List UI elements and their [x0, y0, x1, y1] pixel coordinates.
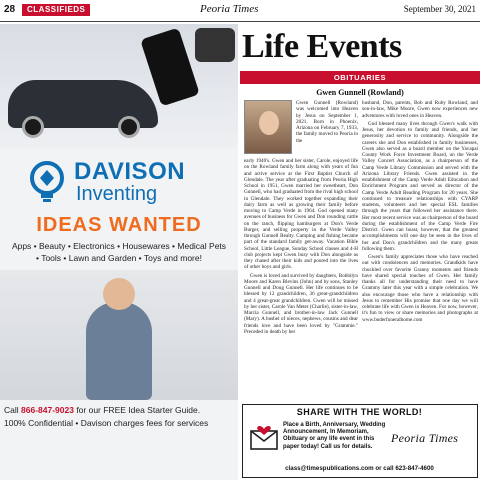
davison-advertisement[interactable]	[0, 24, 238, 480]
page-number: 28	[4, 4, 16, 15]
publication-name: Peoria Times	[200, 3, 259, 15]
obituary-portrait	[244, 100, 292, 154]
inventor-figure	[86, 302, 152, 400]
car-wheel-rear	[118, 116, 140, 138]
brand-name: DAVISON	[74, 158, 186, 185]
ad-categories: Apps • Beauty • Electronics • Housewares • Medical Pets • Tools • Lawn and Garden • Toys and more!	[11, 241, 227, 263]
share-contact-info[interactable]: class@timespublications.com or call 623-847-4600	[285, 465, 434, 472]
cta-disclaimer: 100% Confidential • Davison charges fees for services	[4, 418, 209, 428]
obituary-title: Gwen Gunnell (Rowland)	[316, 88, 404, 97]
inventor-head	[103, 278, 135, 310]
ad-headline: IDEAS WANTED	[36, 214, 202, 236]
share-announcement-box[interactable]	[242, 404, 478, 478]
section-masthead: Life Events	[242, 28, 402, 65]
obituary-paragraph: Gwen's family appreciates those who have reached out with condolences and memories. Grandkids have chuckled over favorite Granny moments and friends have shared special touches of Gwen. Her family thanks all for understanding their need to have Grammy later this year with a simple celebration. We also encourage those who have a relationship with Jesus to remember His promise that one day we will celebrate life with Gwen in Heaven. For now, however, it's fun to view or share memories and photographs at www.buderfuneralhome.com	[362, 254, 478, 323]
obituary-paragraph: Gwen is loved and survived by daughters, Bobbilyn Moore and Karen Blevins (John) and by sons, Stanley Gunnell and Doug Gunnell. Her life continues to be blessed by 12 grandchildren, 36 great-grandchildren and 4 great-great grandchildren. Gwen will be missed by her sister, Carole Van Meter (Charlie), sister-in-law, Marcia Gunnell, and brother-in-law Jack Gunnell (Mary). A bushel of nieces, nephews, cousins and dear friends love and have been loved by "Grammie." Preceded in death by her	[244, 272, 358, 335]
davison-logo	[24, 158, 214, 208]
issue-date: September 30, 2021	[403, 4, 476, 14]
obituary-paragraph: Gwen Gunnell (Rowland) was welcomed into Heaven by Jesus on September 1, 2021. Born in Phoenix, Arizona on February 7, 1933, the family moved to Peoria in the	[296, 100, 358, 144]
share-publication-logo: Peoria Times	[391, 431, 459, 445]
envelope-heart-icon	[249, 421, 279, 455]
obituary-column-1-top	[296, 100, 358, 158]
page-header	[0, 0, 480, 22]
obituary-paragraph: God blessed many lives through Gwen's walk with Jesus, her devotion to family and friends, and her generosity and service to community. Alongside the careers she and Don established in family businesses, Gwen also served as a board member on the Yavapai County Work Force Investment Board, on the Verde Valley Concert Association, as a chairperson of the Camp Verde Library Commission and served with the Arizona Library Friends. Gwen assisted in the establishment of the Camp Verde Adult Education and Enrichment Program and served as director of the Camp Verde Adult Reading Program for 20 years. She continued to treasure relationships with CYARP students, volunteers and her special ESL families through the years that followed her assistance there. Her most recent service was as chairperson of the board during the establishment of the Camp Verde Fire District. Gwen can boast, however, that the greatest accomplishments will one day be seen in the lives of her and Don's grandchildren and the many greats following them.	[362, 120, 478, 252]
camera-image	[195, 28, 235, 62]
cta-suffix: for our FREE Idea Starter Guide.	[73, 405, 201, 415]
cta-prefix: Call	[4, 405, 22, 415]
life-events-section	[240, 24, 480, 480]
obituaries-band: OBITUARIES	[240, 71, 480, 84]
share-heading: SHARE WITH THE WORLD!	[296, 407, 423, 417]
brand-tagline: Inventing	[76, 183, 158, 205]
ad-call-to-action	[4, 404, 236, 430]
section-label: CLASSIFIEDS	[22, 4, 90, 16]
share-body-text: Place a Birth, Anniversary, Wedding Announcement, In Memoriam, Obituary or any life event in this paper today! Call us for details.	[283, 422, 386, 450]
cta-phone-number[interactable]: 866-847-9023	[21, 405, 74, 415]
obituary-column-2	[362, 100, 478, 398]
portrait-face	[259, 111, 279, 135]
car-wheel-front	[22, 116, 44, 138]
obituary-paragraph: husband, Don, parents, Bob and Ruby Rowland, and son-in-law, Mike Moore, Gwen now experiences new adventures with loved ones in Heaven.	[362, 100, 478, 119]
obituary-paragraph: early 1940's. Gwen and her sister, Carole, enjoyed life on the Rowland family farm along with years of fun and active service at the First Baptist Church of Glendale. The year after graduating from Peoria High School in 1951, Gwen married her sweetheart, Don Gunnell, who had graduated from the rival high school in Glendale. They worked together expanding their dairy farm as well as growing their family before moving to Camp Verde in 1964. God opened many avenues of business for Gwen and Don rounding cattle on the ranch, flipping hamburgers at Don's Verde Burger, and selling property in the Verde Valley through Gunnell Realty. Camping and fishing became part of the standard family get-away. Vacation Bible School, Little League, Sunday School classes and 4-H club projects kept Gwen busy with Don alongside as they chased after their kids and poured into the lives of other boys and girls.	[244, 158, 358, 271]
lightbulb-logo-icon	[24, 158, 70, 204]
obituary-column-1	[244, 158, 358, 398]
